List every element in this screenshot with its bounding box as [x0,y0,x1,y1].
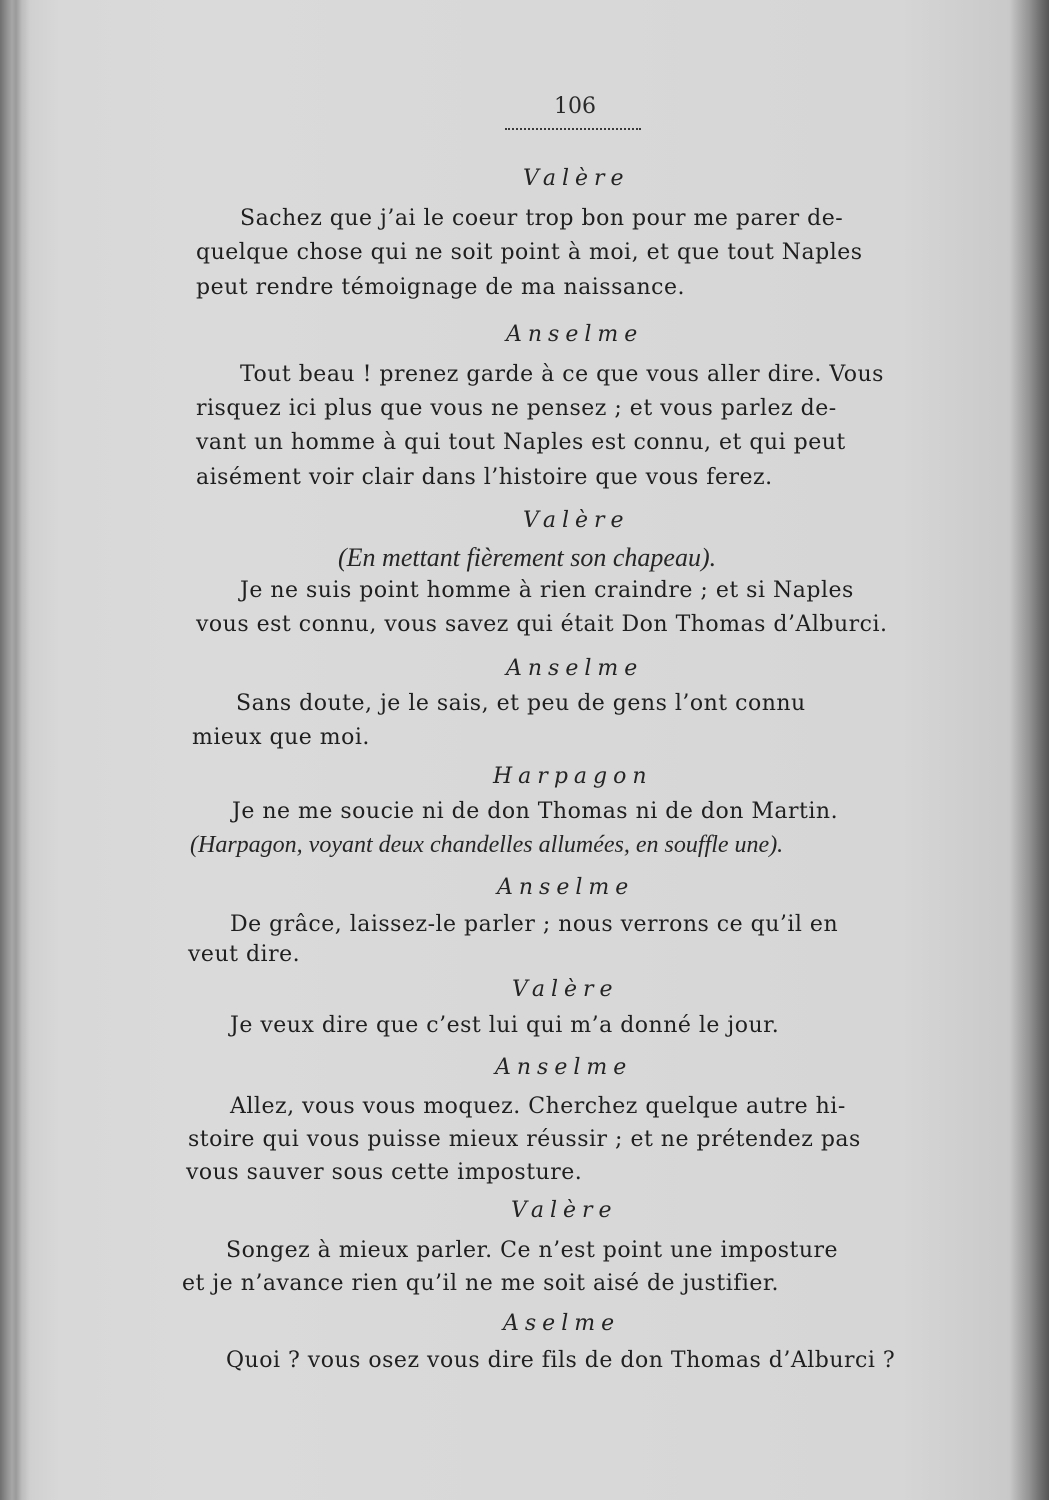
dialogue-line: et je n’avance rien qu’il ne me soit aisé de justifier. [182,1271,780,1296]
dialogue-line: Je ne suis point homme à rien craindre ; et si Naples [240,578,854,603]
dialogue-line: vant un homme à qui tout Naples est connu, et qui peut [196,430,846,455]
speaker-name: Valère [512,977,619,1002]
dialogue-line: Songez à mieux parler. Ce n’est point une imposture [226,1238,839,1263]
dialogue-line: Quoi ? vous osez vous dire fils de don Thomas d’Alburci ? [226,1348,896,1373]
dialogue-line: Tout beau ! prenez garde à ce que vous aller dire. Vous [240,362,884,387]
dialogue-line: Je ne me soucie ni de don Thomas ni de don Martin. [232,799,839,824]
dialogue-line: mieux que moi. [192,725,370,750]
dialogue-line: vous sauver sous cette imposture. [186,1160,583,1185]
dialogue-line: De grâce, laissez-le parler ; nous verrons ce qu’il en [230,912,839,937]
dialogue-line: risquez ici plus que vous ne pensez ; et vous parlez de- [196,396,837,421]
speaker-name: Valère [523,166,630,191]
speaker-name: Harpagon [493,764,653,789]
stage-direction: (Harpagon, voyant deux chandelles allumées, en souffle une). [190,832,784,858]
speaker-name: Anselme [506,656,644,681]
dialogue-line: Sans doute, je le sais, et peu de gens l’ont connu [236,691,806,716]
speaker-name: Valère [511,1198,618,1223]
dialogue-line: stoire qui vous puisse mieux réussir ; et ne prétendez pas [188,1127,861,1152]
page-number: 106 [554,94,596,119]
dialogue-line: peut rendre témoignage de ma naissance. [196,275,685,300]
dialogue-line: Allez, vous vous moquez. Cherchez quelque autre hi- [230,1094,846,1119]
page-gutter [0,0,30,1500]
dialogue-line: quelque chose qui ne soit point à moi, et que tout Naples [196,240,863,265]
speaker-name: Aselme [503,1311,621,1336]
stage-direction: (En mettant fièrement son chapeau). [338,543,717,572]
header-rule [505,128,641,130]
page-edge-shadow [1009,0,1049,1500]
dialogue-line: Je veux dire que c’est lui qui m’a donné le jour. [230,1013,780,1038]
dialogue-line: vous est connu, vous savez qui était Don Thomas d’Alburci. [196,612,888,637]
speaker-name: Anselme [497,875,635,900]
dialogue-text: Sachez que j’ai le coeur trop bon pour me parer de- [240,206,844,231]
dialogue-line: aisément voir clair dans l’histoire que vous ferez. [196,465,773,490]
speaker-name: Valère [523,508,630,533]
speaker-name: Anselme [506,322,644,347]
speaker-name: Anselme [495,1055,633,1080]
dialogue-line [200,206,958,231]
dialogue-line: veut dire. [188,942,301,967]
